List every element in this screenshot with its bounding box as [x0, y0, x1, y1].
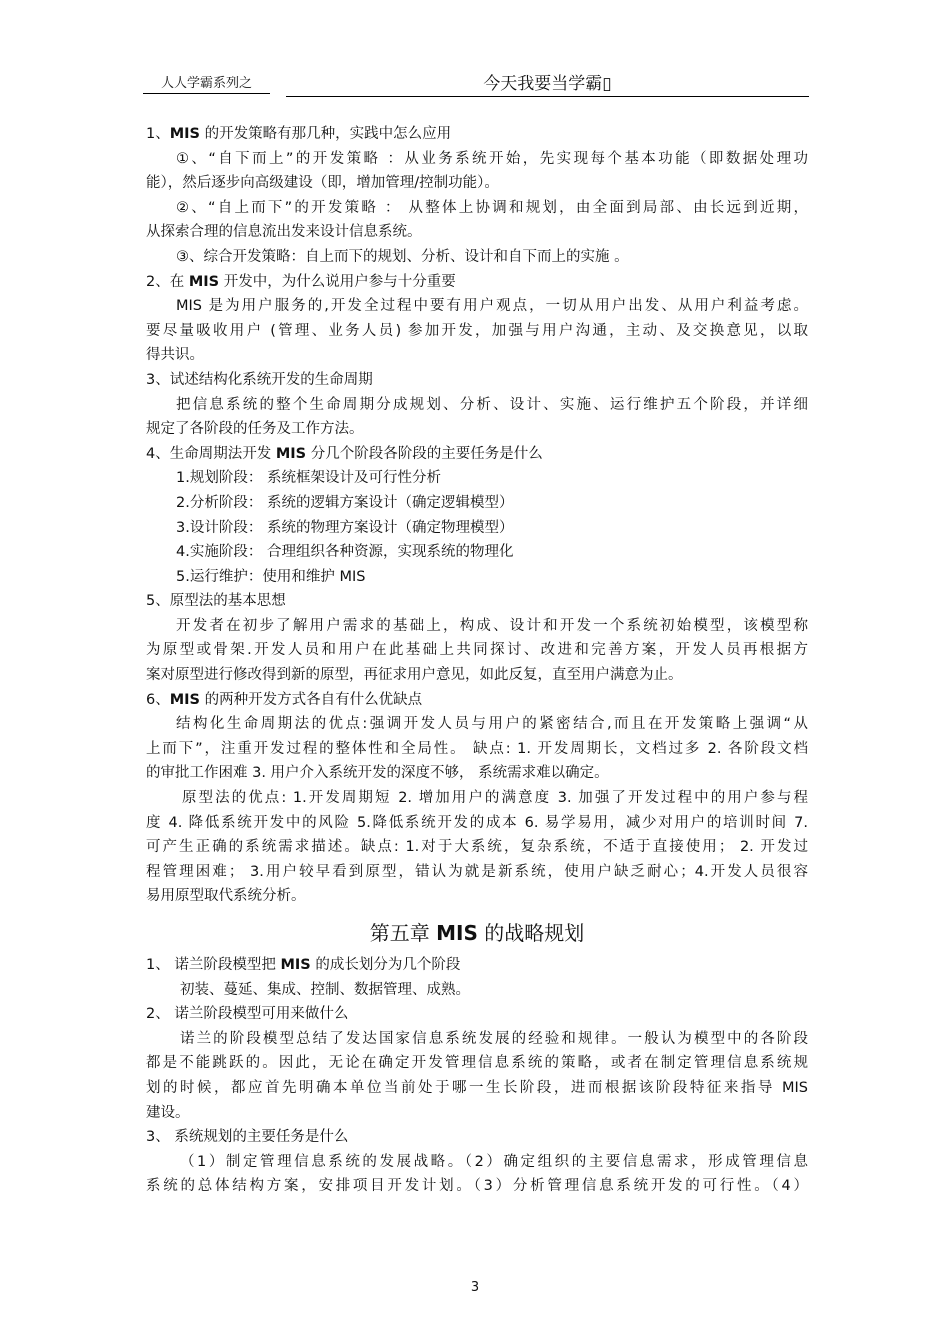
question-heading: 1、 诺兰阶段模型把 MIS 的成长划分为几个阶段	[146, 957, 461, 973]
question-heading: 1、MIS 的开发策略有那几种，实践中怎么应用	[146, 126, 452, 142]
question-heading: 4、生命周期法开发 MIS 分几个阶段各阶段的主要任务是什么	[146, 445, 543, 462]
body-line: 的审批工作困难 3. 用户介入系统开发的深度不够， 系统需求难以确定。	[146, 765, 609, 782]
body-line: 程管理困难； 3.用户较早看到原型，错认为就是新系统，使用户缺乏耐心；4.开发人员很容	[146, 863, 808, 880]
body-line: 都是不能跳跃的。因此，无论在确定开发管理信息系统的策略，或者在制定管理信息系统规	[146, 1055, 808, 1072]
body-line: 易用原型取代系统分析。	[146, 888, 306, 905]
header-series-title: 人人学霸系列之	[143, 76, 270, 94]
body-line: 2.分析阶段： 系统的逻辑方案设计（确定逻辑模型）	[176, 494, 514, 511]
body-line: 可产生正确的系统需求描述。缺点: 1.对于大系统，复杂系统，不适于直接使用； 2. 开发过	[146, 839, 808, 856]
question-heading: 3、试述结构化系统开发的生命周期	[146, 371, 373, 388]
body-line: 原型法的优点: 1.开发周期短 2. 增加用户的满意度 3. 加强了开发过程中的用户参与程	[182, 790, 808, 807]
body-line: （1）制定管理信息系统的发展战略。（2）确定组织的主要信息需求，形成管理信息	[180, 1153, 808, 1170]
body-line: 3.设计阶段： 系统的物理方案设计（确定物理模型）	[176, 519, 514, 536]
document-body	[146, 122, 808, 1199]
body-line: 初装、蔓延、集成、控制、数据管理、成熟。	[180, 981, 470, 998]
body-line: 建设。	[146, 1104, 190, 1121]
body-line: 要尽量吸收用户 (管理、业务人员) 参加开发，加强与用户沟通，主动、及交换意见，以取	[146, 322, 808, 339]
body-line: MIS 是为用户服务的,开发全过程中要有用户观点，一切从用户出发、从用户利益考虑。	[176, 298, 808, 315]
body-line: 把信息系统的整个生命周期分成规划、分析、设计、实施、运行维护五个阶段，并详细	[176, 396, 808, 413]
body-line: 上而下”，注重开发过程的整体性和全局性。 缺点: 1. 开发周期长，文档过多 2. 各阶段文档	[146, 740, 808, 757]
body-line: 度 4. 降低系统开发中的风险 5.降低系统开发的成本 6. 易学易用，减少对用户的培训时间 7.	[146, 814, 808, 831]
question-heading: 3、 系统规划的主要任务是什么	[146, 1129, 349, 1146]
page-number: 3	[470, 1280, 480, 1295]
body-line: 为原型或骨架.开发人员和用户在此基础上共同探讨、改进和完善方案，开发人员再根据方	[146, 642, 808, 659]
body-line: 5.运行维护：使用和维护 MIS	[176, 568, 366, 585]
body-line: 诺兰的阶段模型总结了发达国家信息系统发展的经验和规律。一般认为模型中的各阶段	[180, 1030, 808, 1047]
chapter-heading: 第五章 MIS 的战略规划	[369, 921, 585, 945]
body-line: 案对原型进行修改得到新的原型，再征求用户意见，如此反复，直至用户满意为止。	[146, 667, 683, 684]
body-line: 开发者在初步了解用户需求的基础上，构成、设计和开发一个系统初始模型，该模型称	[176, 617, 808, 634]
body-line: 系统的总体结构方案，安排项目开发计划。（3）分析管理信息系统开发的可行性。（4）	[146, 1178, 808, 1195]
body-line: 结构化生命周期法的优点:强调开发人员与用户的紧密结合,而且在开发策略上强调“从	[176, 716, 808, 733]
body-line: 规定了各阶段的任务及工作方法。	[146, 421, 364, 438]
header-main-title: 今天我要当学霸▯	[286, 74, 809, 97]
body-line: 得共识。	[146, 347, 204, 364]
body-line: 划的时候，都应首先明确本单位当前处于哪一生长阶段，进而根据该阶段特征来指导 MIS	[146, 1079, 808, 1096]
question-heading: 5、原型法的基本思想	[146, 593, 286, 610]
question-heading: 6、MIS 的两种开发方式各自有什么优缺点	[146, 691, 423, 708]
body-line: 能），然后逐步向高级建设（即，增加管理/控制功能）。	[146, 175, 499, 192]
body-line: ①、“自下而上”的开发策略 ：从业务系统开始，先实现每个基本功能（即数据处理功	[176, 150, 808, 167]
body-line: ②、“自上而下”的开发策略 ： 从整体上协调和规划，由全面到局部、由长远到近期，	[176, 199, 808, 216]
question-heading: 2、 诺兰阶段模型可用来做什么	[146, 1006, 349, 1023]
body-line: ③、综合开发策略：自上而下的规划、分析、设计和自下而上的实施 。	[176, 248, 629, 265]
question-heading: 2、在 MIS 开发中，为什么说用户参与十分重要	[146, 273, 456, 290]
body-line: 从探索合理的信息流出发来设计信息系统。	[146, 224, 422, 241]
body-line: 4.实施阶段： 合理组织各种资源，实现系统的物理化	[176, 544, 514, 561]
body-line: 1.规划阶段： 系统框架设计及可行性分析	[176, 470, 441, 487]
